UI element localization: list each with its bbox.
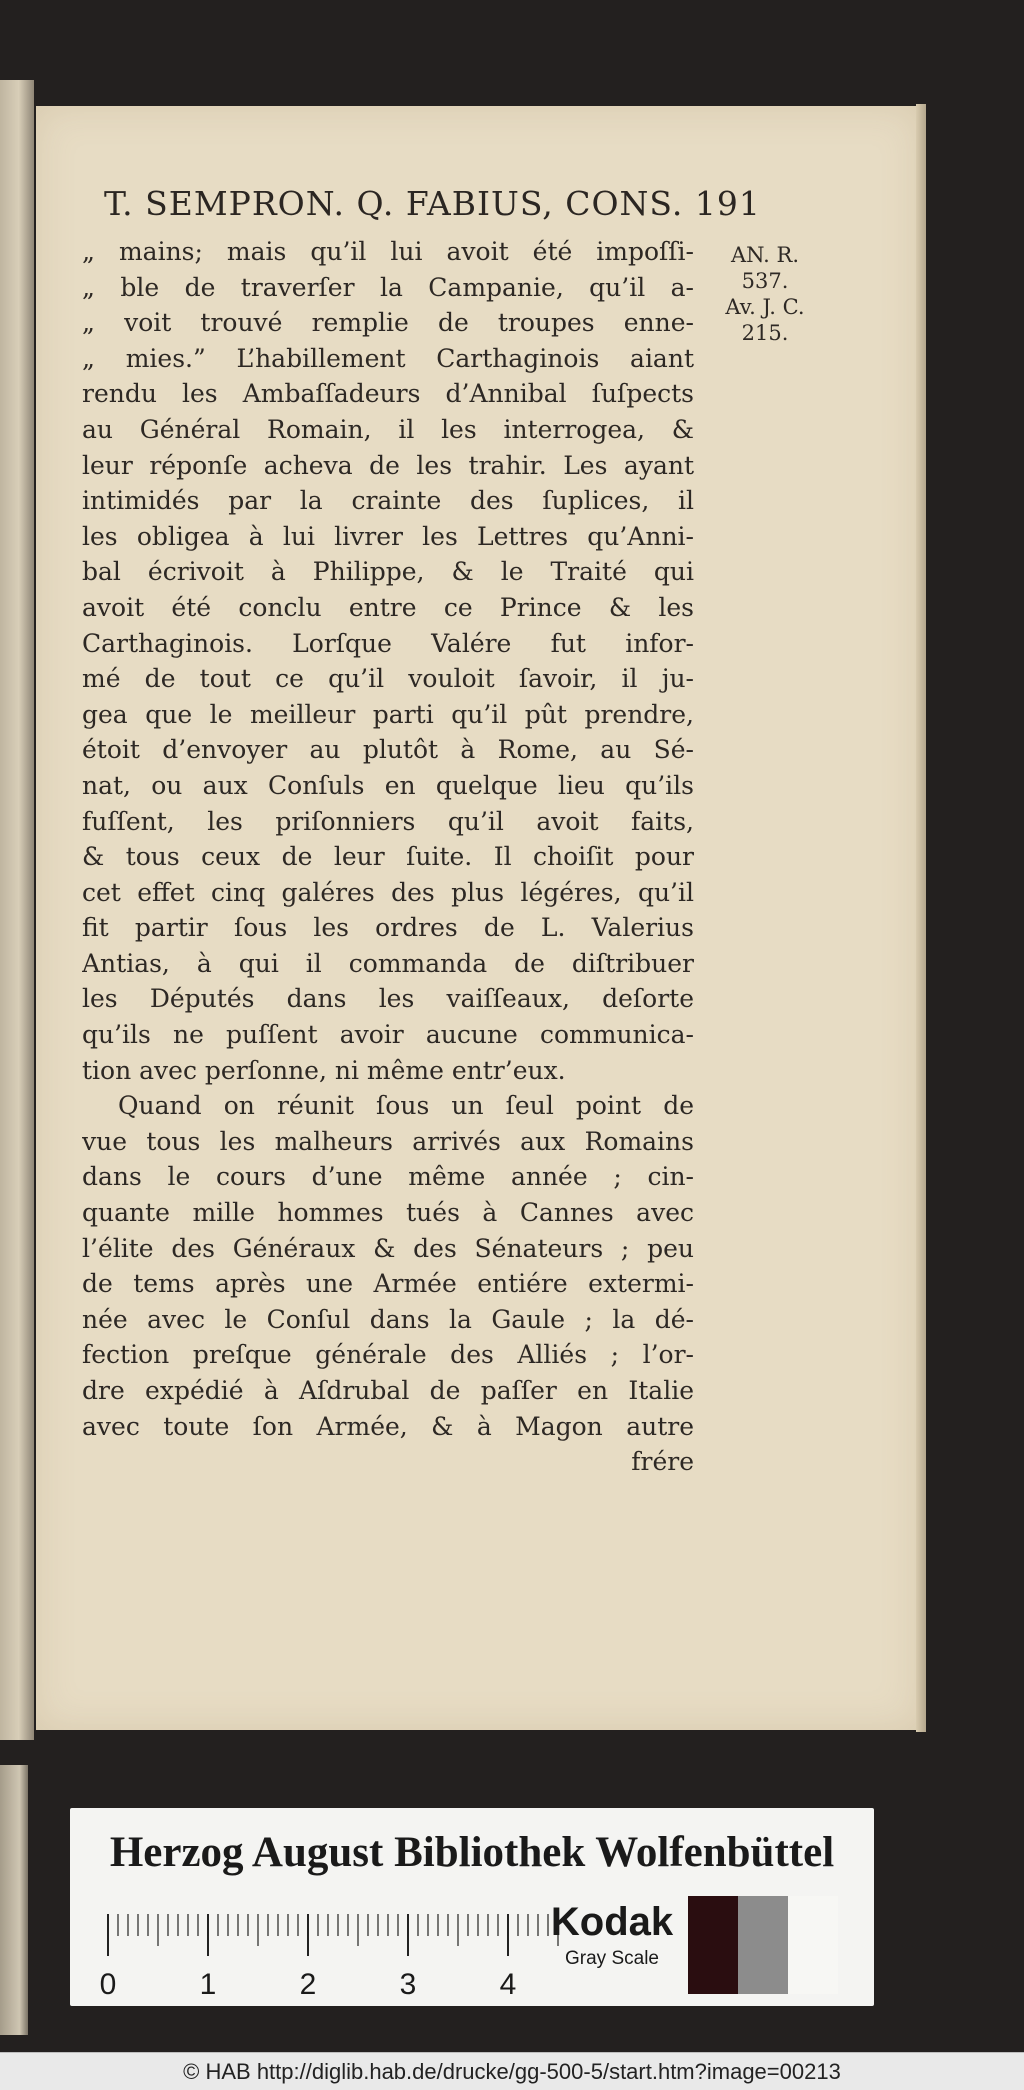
margin-note-line: 215. xyxy=(741,321,789,345)
text-line: de tems après une Armée entiére extermi- xyxy=(82,1269,694,1299)
ruler-number: 3 xyxy=(399,1968,417,1998)
text-line: intimidés par la crainte des ſuplices, il xyxy=(82,486,694,516)
text-line: dre expédié à Aſdrubal de paſſer en Italie xyxy=(82,1376,694,1405)
text-line: rendu les Ambaſſadeurs d’Annibal ſuſpects xyxy=(82,379,694,409)
text-line: les obligea à lui livrer les Lettres qu’Anni- xyxy=(82,521,694,551)
footer-credit: © HAB http://diglib.hab.de/drucke/gg-500-5/start.htm?image=00213 xyxy=(0,2052,1024,2090)
text-line: „ ble de traverſer la Campanie, qu’il a- xyxy=(82,272,694,302)
page-edge xyxy=(916,104,926,1732)
text-line: mé de tout ce qu’il vouloit ſavoir, il ju- xyxy=(82,664,694,694)
text-line: Antias, à qui il commanda de diſtribuer xyxy=(82,948,694,978)
swatch-white xyxy=(788,1896,838,1994)
adjacent-page-edge xyxy=(0,80,34,1740)
margin-note-line: AN. R. xyxy=(730,243,800,267)
text-line: qu’ils ne puſſent avoir aucune communica- xyxy=(82,1020,694,1050)
ruler-numbers xyxy=(100,1968,516,1998)
ruler-number: 2 xyxy=(299,1968,317,1998)
text-line: bal écrivoit à Philippe, & le Traité qui xyxy=(82,557,694,587)
text-line: dans le cours d’une même année ; cin- xyxy=(82,1162,694,1192)
text-line: leur réponſe acheva de les trahir. Les ayant xyxy=(82,450,694,480)
text-line: vue tous les malheurs arrivés aux Romains xyxy=(82,1126,694,1156)
text-line: fit partir ſous les ordres de L. Valerius xyxy=(82,913,694,943)
text-line: „ mains; mais qu’il lui avoit été impoſſi- xyxy=(82,237,694,266)
ruler-number: 0 xyxy=(100,1968,117,1998)
ruler xyxy=(100,1908,580,1998)
text-line: quante mille hommes tués à Cannes avec xyxy=(82,1198,694,1228)
text-line: cet effet cinq galéres des plus légéres, qu’il xyxy=(82,877,694,907)
text-line: gea que le meilleur parti qu’il pût prendre, xyxy=(82,699,694,729)
gray-scale-label: Gray Scale xyxy=(565,1948,659,1969)
margin-note-line: 537. xyxy=(741,269,789,293)
color-calibration-card xyxy=(70,1808,874,2006)
kodak-logo: Kodak xyxy=(550,1900,674,1944)
ruler-number: 4 xyxy=(499,1968,517,1998)
text-line: l’élite des Généraux & des Sénateurs ; peu xyxy=(82,1233,694,1263)
text-line: & tous ceux de leur ſuite. Il choiſit pour xyxy=(82,842,694,872)
text-line: tion avec perſonne, ni même entr’eux. xyxy=(82,1055,566,1085)
text-line: „ mies.” L’habillement Carthaginois aiant xyxy=(82,343,694,373)
catchword: frére xyxy=(631,1447,694,1477)
text-line: étoit d’envoyer au plutôt à Rome, au Sé- xyxy=(82,735,694,765)
page-text xyxy=(82,234,694,1480)
adjacent-page-edge-lower xyxy=(0,1765,28,2035)
swatch-dark xyxy=(688,1896,738,1994)
library-name: Herzog August Bibliothek Wolfenbüttel xyxy=(109,1829,835,1876)
text-line: Carthaginois. Lorſque Valére fut infor- xyxy=(82,628,694,658)
text-line: les Députés dans les vaiſſeaux, deſorte xyxy=(82,984,694,1014)
text-line: au Général Romain, il les interrogea, & xyxy=(82,414,694,444)
text-line: Quand on réunit ſous un ſeul point de xyxy=(118,1091,694,1121)
text-line: nat, ou aux Conſuls en quelque lieu qu’ils xyxy=(82,770,694,800)
running-header: T. SEMPRON. Q. FABIUS, CONS. 191 xyxy=(104,184,761,223)
text-line: avec toute ſon Armée, & à Magon autre xyxy=(82,1411,694,1441)
swatch-gray xyxy=(738,1896,788,1994)
text-line: „ voit trouvé remplie de troupes enne- xyxy=(82,308,694,338)
ruler-number: 1 xyxy=(199,1968,217,1998)
margin-note-line: Av. J. C. xyxy=(725,295,805,319)
text-line: avoit été conclu entre ce Prince & les xyxy=(82,592,694,622)
margin-note xyxy=(700,242,830,346)
text-line: fection preſque générale des Alliés ; l’or- xyxy=(82,1340,694,1370)
ruler-ticks xyxy=(108,1914,558,1956)
text-line: née avec le Conſul dans la Gaule ; la dé- xyxy=(82,1304,694,1334)
text-line: fuſſent, les priſonniers qu’il avoit faits, xyxy=(82,806,694,836)
